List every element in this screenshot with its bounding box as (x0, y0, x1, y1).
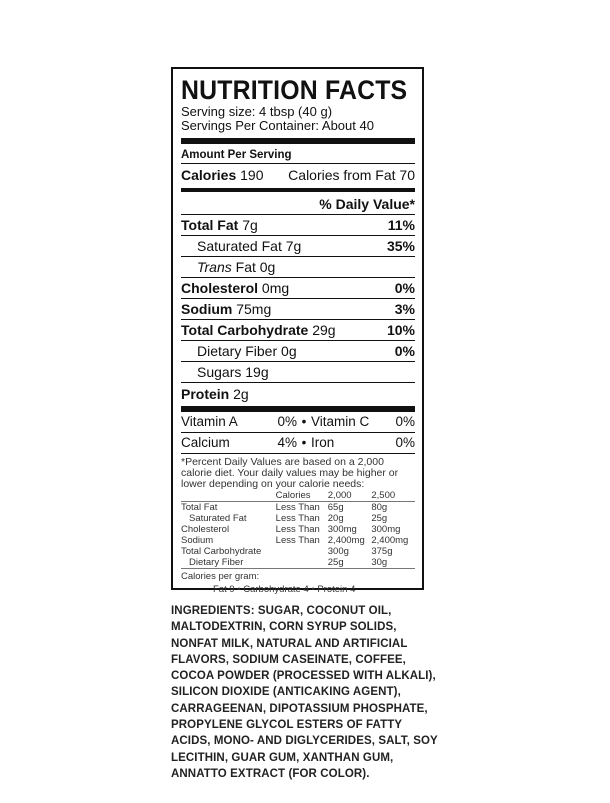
table-cell (276, 557, 328, 569)
vitamin-dv: 4% (277, 435, 297, 450)
nutrient-row-cholesterol (181, 278, 415, 299)
table-cell: Cholesterol (181, 524, 230, 535)
nutrition-facts-panel (171, 67, 424, 595)
nutrient-dv: 0% (394, 280, 415, 296)
vitamin-label: Calcium (181, 435, 230, 450)
serving-size: Serving size: 4 tbsp (40 g) (181, 104, 333, 119)
nutrient-label-suffix: Fat (235, 259, 256, 275)
table-cell: Total Carbohydrate (181, 546, 262, 557)
nutrient-dv: 10% (386, 322, 415, 338)
table-cell: Total Fat (181, 502, 218, 513)
table-cell: Sodium (181, 535, 214, 546)
table-cell: 25g (327, 557, 344, 568)
table-cell: 375g (371, 546, 393, 557)
ingredients-list: INGREDIENTS: SUGAR, COCONUT OIL, MALTODEXTRIN, CORN SYRUP SOLIDS, NONFAT MILK, NATURAL AND ARTIFICIAL FLAVORS, SODIUM CASEINATE, COFFEE, COCOA POWDER (PROCESSED WITH ALKALI), SILICON DIOXIDE (ANTICAKING AGENT), CARRAGEENAN, DIPOTASSIUM PHOSPHATE, PROPYLENE GLYCOL ESTERS OF FATTY ACIDS, MONO- AND DIGLYCERIDES, SALT, SOY LECITHIN, GUAR GUM, XANTHAN GUM, ANNATTO EXTRACT (FOR COLOR). (171, 605, 438, 780)
nutrient-label: Total Fat (181, 217, 239, 233)
nutrient-dv: 35% (386, 238, 415, 254)
vitamin-row (181, 433, 415, 454)
nutrient-label: Saturated Fat (197, 238, 282, 254)
table-row (181, 546, 415, 557)
table-row (181, 502, 415, 514)
nutrient-dv: 3% (394, 301, 415, 317)
vitamin-dv: 0% (395, 414, 415, 429)
table-cell: Less Than (275, 524, 320, 535)
calories-label: Calories (181, 167, 237, 183)
table-cell: 25g (371, 513, 388, 524)
nutrient-label: Protein (181, 386, 230, 402)
table-cell: Calories (275, 490, 311, 501)
table-cell (276, 546, 328, 557)
nutrient-amount: 75mg (236, 301, 272, 317)
amount-per-serving: Amount Per Serving (181, 149, 292, 161)
table-cell: 65g (327, 502, 344, 513)
nutrient-row-protein (181, 383, 415, 405)
calories-row (181, 164, 415, 186)
nutrient-row-sodium (181, 299, 415, 320)
nutrient-row-dietary-fiber (181, 341, 415, 362)
bullet: • (301, 414, 307, 429)
table-cell: 20g (327, 513, 344, 524)
table-cell: 80g (371, 502, 388, 513)
nutrient-amount: 0g (281, 343, 297, 359)
nutrient-label: Sodium (181, 301, 233, 317)
vitamin-row (181, 412, 415, 433)
table-cell: Less Than (275, 535, 320, 546)
bullet: • (301, 435, 307, 450)
table-row (181, 557, 415, 569)
servings-per-container: Servings Per Container: About 40 (181, 118, 374, 133)
vitamin-label: Iron (311, 435, 335, 450)
nutrient-label: Sugars (197, 364, 242, 380)
table-cell: Less Than (275, 502, 320, 513)
table-cell: 300mg (371, 524, 401, 535)
panel-title: NUTRITION FACTS (181, 75, 408, 105)
table-cell: 2,000 (327, 490, 352, 501)
daily-value-table (181, 490, 415, 569)
table-cell: 2,400mg (371, 535, 409, 546)
nutrient-amount: 29g (312, 322, 336, 338)
nutrient-label: Cholesterol (181, 280, 259, 296)
table-cell: Saturated Fat (189, 513, 247, 524)
divider-medium (181, 188, 415, 192)
nutrient-label: Dietary Fiber (197, 343, 278, 359)
table-cell: Dietary Fiber (189, 557, 244, 568)
nutrient-dv: 11% (387, 217, 415, 233)
table-cell (181, 490, 276, 502)
nutrient-amount: 0mg (261, 280, 290, 296)
nutrient-row-trans-fat (181, 257, 415, 278)
table-cell: 2,500 (371, 490, 396, 501)
nutrient-amount: 19g (245, 364, 269, 380)
nutrient-row-saturated-fat (181, 236, 415, 257)
calories-from-fat-value: 70 (399, 167, 415, 183)
vitamin-dv: 0% (395, 435, 415, 450)
nutrient-amount: 2g (233, 386, 249, 402)
nutrient-amount: 7g (285, 238, 302, 254)
nutrient-row-total-carbohydrate (181, 320, 415, 341)
nutrient-dv: 0% (394, 343, 415, 359)
calories-from-fat-label: Calories from Fat (288, 167, 396, 183)
nutrient-amount: 7g (242, 217, 258, 233)
table-cell: 300mg (327, 524, 357, 535)
nutrient-amount: 0g (259, 259, 276, 275)
nutrient-row-total-fat (181, 215, 415, 236)
nutrient-label: Total Carbohydrate (181, 322, 309, 338)
nutrient-label: Trans (197, 259, 232, 275)
divider-thick (181, 138, 415, 144)
table-cell: 2,400mg (327, 535, 365, 546)
calories-value: 190 (240, 167, 264, 183)
table-cell: 300g (327, 546, 349, 557)
table-header-row (181, 490, 415, 502)
calories-per-gram: Fat 9 • Carbohydrate 4 • Protein 4 (213, 584, 356, 595)
calories-per-gram-label: Calories per gram: (181, 571, 260, 582)
table-row (181, 513, 415, 524)
table-row (181, 524, 415, 535)
daily-value-footnote: *Percent Daily Values are based on a 2,000 calorie diet. Your daily values may be higher or lower depending on your calorie needs: (181, 456, 399, 490)
vitamin-label: Vitamin A (181, 414, 238, 429)
table-cell: 30g (371, 557, 388, 568)
table-cell: Less Than (275, 513, 320, 524)
nutrient-row-sugars (181, 362, 415, 382)
vitamin-dv: 0% (277, 414, 297, 429)
table-row (181, 535, 415, 546)
vitamin-label: Vitamin C (311, 414, 370, 429)
daily-value-header: % Daily Value* (181, 194, 415, 215)
